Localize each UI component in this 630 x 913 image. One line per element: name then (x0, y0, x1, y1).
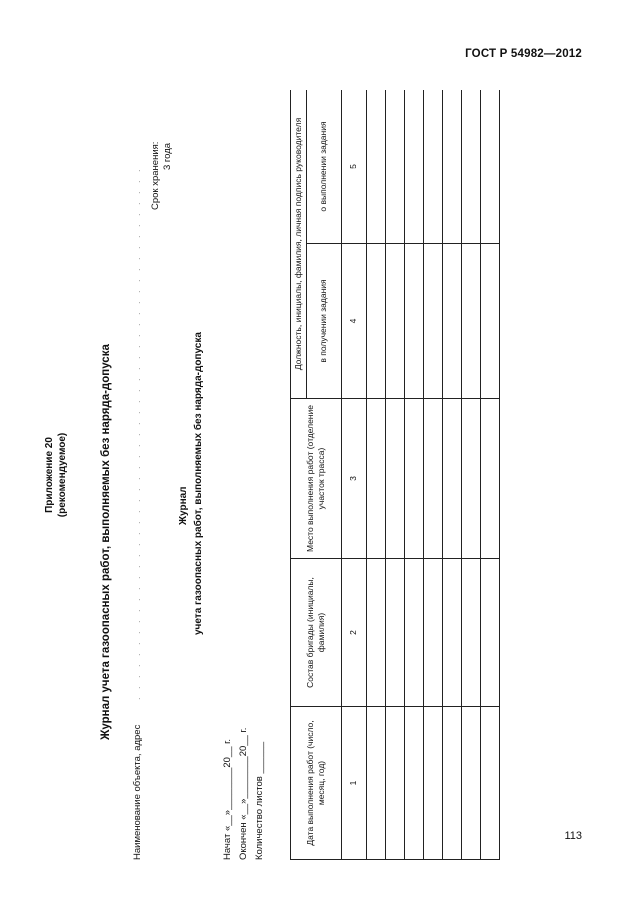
standard-number: ГОСТ Р 54982—2012 (465, 48, 582, 60)
col-date-header: Дата выполнения работ (число, месяц, год) (291, 707, 342, 860)
table-row (366, 90, 385, 860)
table-number-row (341, 90, 366, 860)
col-place-header: Место выполнения работ (отделение участок трасса) (291, 399, 342, 559)
sheets-field: Количество листов ______ (254, 741, 265, 860)
col-number: 2 (341, 559, 366, 707)
col-number: 5 (341, 90, 366, 244)
col-team-header: Состав бригады (инициалы, фамилия) (291, 559, 342, 707)
table-row (442, 90, 461, 860)
col-supervisor-header: Должность, инициалы, фамилия, личная подпись руководителя (291, 90, 307, 399)
col-completed-header: о выполнении задания (306, 90, 341, 244)
col-received-header: в получении задания (306, 244, 341, 399)
journal-subtitle: учета газоопасных работ, выполняемых без наряда-допуска (193, 332, 204, 635)
journal-title: Журнал (178, 486, 189, 525)
table-header-row (291, 90, 307, 860)
table-row (404, 90, 423, 860)
table-row (385, 90, 404, 860)
finished-field: Окончен «__»________20__ г. (238, 727, 249, 860)
object-label: Наименование объекта, адрес (132, 724, 143, 860)
page-number: 113 (564, 830, 582, 842)
retention-value: 3 года (162, 142, 173, 170)
table-row (461, 90, 480, 860)
col-number: 1 (341, 707, 366, 860)
object-fill-line: . . . . . . . . . . . . . . . . . . . . . . . . . . . . . . . . . . . . . . . . . . . . . . . . . (132, 166, 142, 700)
col-number: 3 (341, 399, 366, 559)
retention-label: Срок хранения: (150, 141, 161, 210)
appendix-title: Приложение 20 (44, 437, 55, 513)
table-row (423, 90, 442, 860)
works-table (290, 90, 500, 860)
col-number: 4 (341, 244, 366, 399)
form-canvas (40, 90, 520, 860)
form-title: Журнал учета газоопасных работ, выполняемых без наряда-допуска (100, 344, 112, 740)
table-row (480, 90, 499, 860)
rotated-form (40, 90, 520, 860)
started-field: Начат «__»________20__ г. (222, 738, 233, 860)
appendix-subtitle: (рекомендуемое) (57, 432, 68, 518)
